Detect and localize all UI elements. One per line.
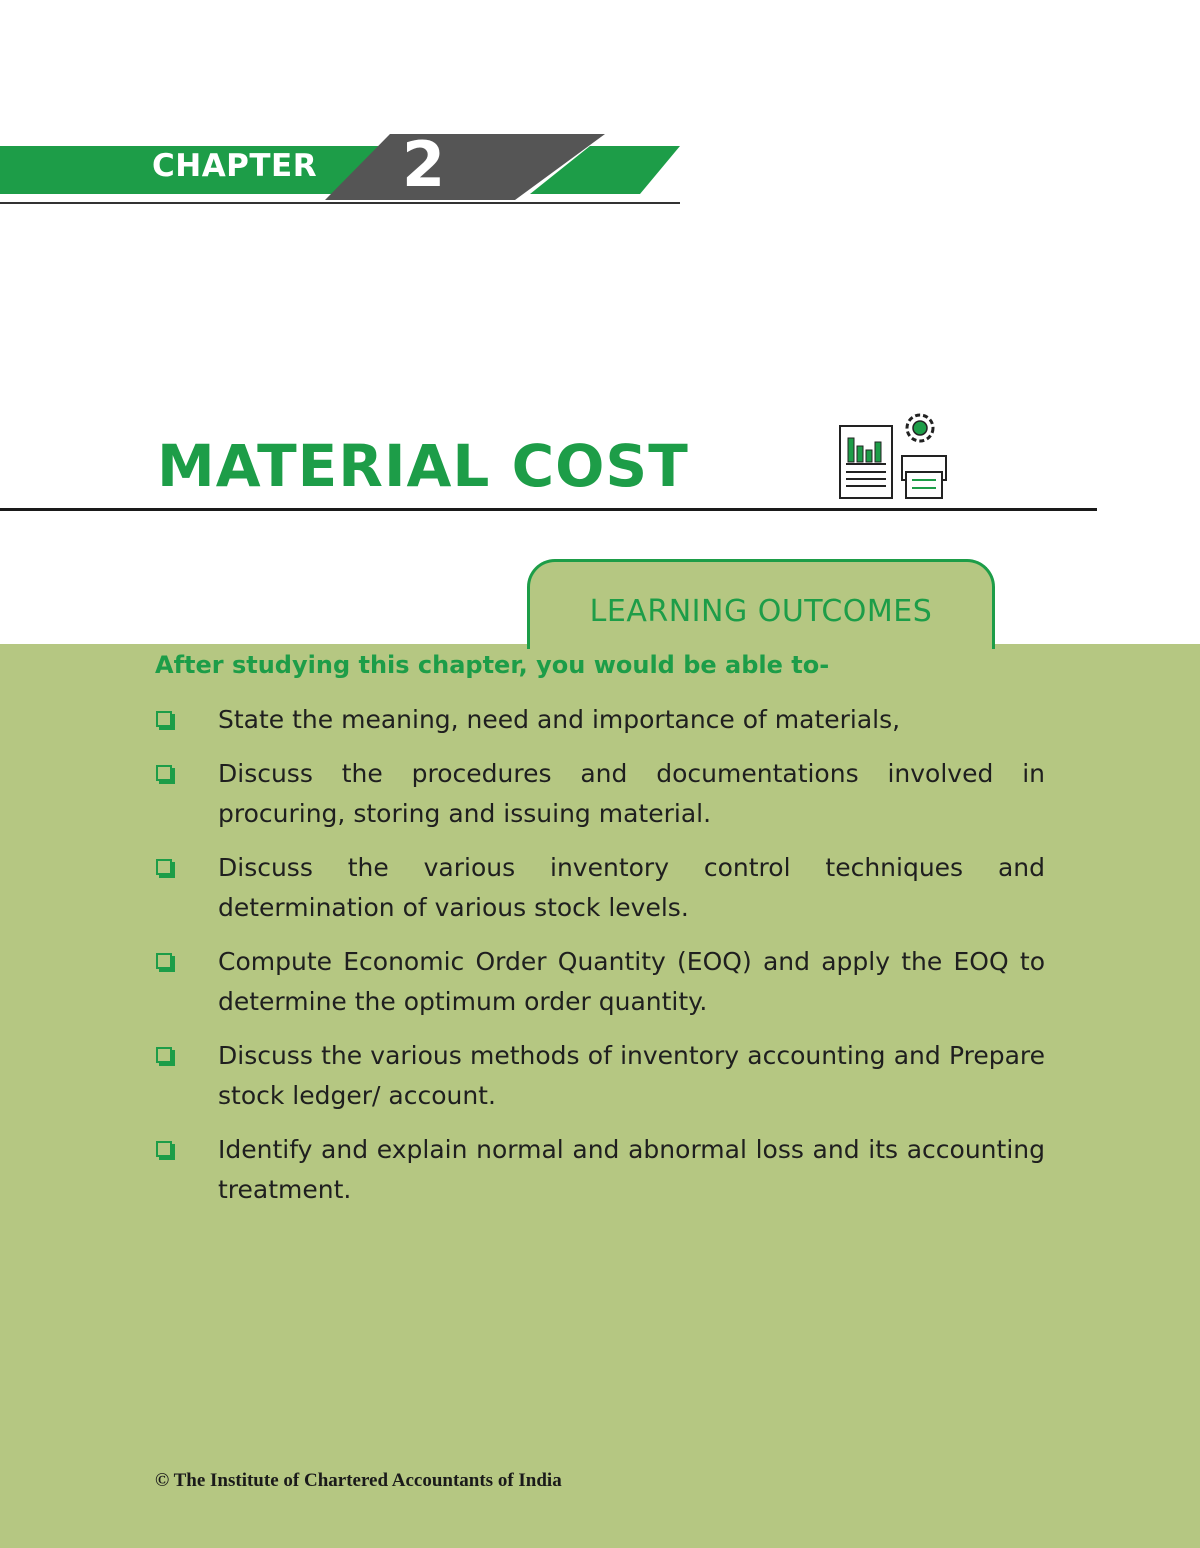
footer-copyright: © The Institute of Chartered Accountants of India [155,1470,562,1491]
checkbox-bullet-icon [156,859,172,875]
outcome-text: Compute Economic Order Quantity (EOQ) and apply the EOQ to determine the optimum order quantity. [218,947,1045,1016]
learning-outcomes-intro: After studying this chapter, you would be able to- [155,651,830,679]
learning-outcomes-tab [527,559,995,649]
checkbox-bullet-icon [156,1047,172,1063]
outcome-item [155,700,1045,740]
outcome-text: Discuss the various methods of inventory accounting and Prepare stock ledger/ account. [218,1041,1045,1110]
checkbox-bullet-icon [156,953,172,969]
outcome-text: Discuss the various inventory control techniques and determination of various stock levels. [218,853,1045,922]
outcome-item [155,1130,1045,1210]
outcome-text: State the meaning, need and importance of materials, [218,705,901,734]
checkbox-bullet-icon [156,1141,172,1157]
page-title: MATERIAL COST [157,432,689,500]
outcome-item [155,942,1045,1022]
learning-outcomes-list [155,700,1045,1224]
chapter-banner [0,130,690,210]
chapter-banner-graphic [0,130,690,210]
checkbox-bullet-icon [156,711,172,727]
outcome-text: Identify and explain normal and abnormal loss and its accounting treatment. [218,1135,1045,1204]
chapter-number: 2 [402,128,446,201]
chapter-label: CHAPTER [152,148,318,184]
checkbox-bullet-icon [156,765,172,781]
outcome-text: Discuss the procedures and documentations involved in procuring, storing and issuing material. [218,759,1045,828]
title-divider [0,508,1097,511]
document-chart-gear-printer-icon [836,408,952,504]
outcome-item [155,754,1045,834]
outcome-item [155,1036,1045,1116]
outcome-item [155,848,1045,928]
learning-outcomes-heading: LEARNING OUTCOMES [589,594,933,629]
